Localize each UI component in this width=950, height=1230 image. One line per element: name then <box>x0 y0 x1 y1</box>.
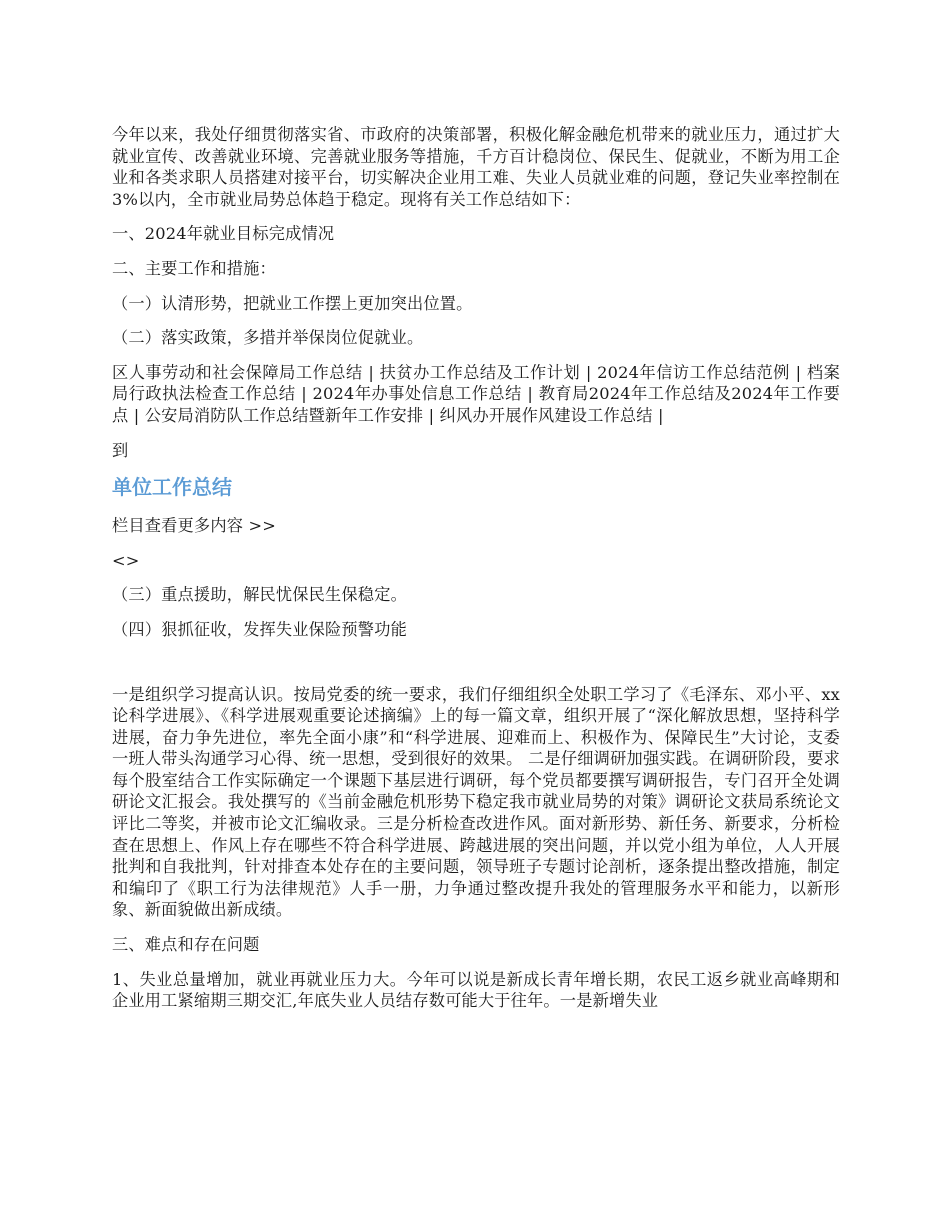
section-3-heading: 三、难点和存在问题 <box>112 935 260 955</box>
section-2-item-1: （一）认清形势，把就业工作摆上更加突出位置。 <box>112 293 473 313</box>
section-2-heading: 二、主要工作和措施： <box>112 258 276 278</box>
section-2-item-2: （二）落实政策，多措并举保岗位促就业。 <box>112 328 424 348</box>
more-content-link[interactable]: 栏目查看更多内容 >> <box>112 516 276 536</box>
section-title: 单位工作总结 <box>112 475 232 500</box>
section-2-item-4: （四）狠抓征收，发挥失业保险预警功能 <box>112 619 407 639</box>
related-links[interactable]: 区人事劳动和社会保障局工作总结 | 扶贫办工作总结及工作计划 | 2024年信访工作总结范例 | 档案局行政执法检查工作总结 | 2024年办事处信息工作总结 | 教育局2024年工作总结及2024年工作要点 | 公安局消防队工作总结暨新年工作安排 | 纠风办开展作风建设工作总结 | <box>112 362 840 425</box>
section-2-item-3: （三）重点援助，解民忧保民生保稳定。 <box>112 585 407 605</box>
intro-paragraph: 今年以来，我处仔细贯彻落实省、市政府的决策部署，积极化解金融危机带来的就业压力，通过扩大就业宣传、改善就业环境、完善就业服务等措施，千方百计稳岗位、保民生、促就业，不断为用工企业和各类求职人员搭建对接平台，切实解决企业用工难、失业人员就业难的问题，登记失业率控制在3%以内，全市就业局势总体趋于稳定。现将有关工作总结如下： <box>112 125 840 209</box>
angle-brackets-text: <> <box>112 550 140 570</box>
body-paragraph: 一是组织学习提高认识。按局党委的统一要求，我们仔细组织全处职工学习了《毛泽东、邓小平、xx论科学进展》、《科学进展观重要论述摘编》上的每一篇文章，组织开展了“深化解放思想，坚持科学进展，奋力争先进位，率先全面小康”和“科学进展、迎难而上、积极作为、保障民生”大讨论，支委一班人带头沟通学习心得、统一思想，受到很好的效果。 二是仔细调研加强实践。在调研阶段，要求每个股室结合工作实际确定一个课题下基层进行调研，每个党员都要撰写调研报告，专门召开全处调研论文汇报会。我处撰写的《当前金融危机形势下稳定我市就业局势的对策》调研论文获局系统论文评比二等奖，并被市论文汇编收录。三是分析检查改进作风。面对新形势、新任务、新要求，分析检查在思想上、作风上存在哪些不符合科学进展、跨越进展的突出问题，并以党小组为单位，人人开展批判和自我批判，针对排查本处存在的主要问题，领导班子专题讨论剖析，逐条提出整改措施，制定和编印了《职工行为法律规范》人手一册，力争通过整改提升我处的管理服务水平和能力，以新形象、新面貌做出新成绩。 <box>112 684 840 920</box>
to-text: 到 <box>112 440 129 460</box>
section-1-heading: 一、2024年就业目标完成情况 <box>112 224 335 244</box>
document-body <box>112 124 840 1012</box>
section-3-item-1: 1、失业总量增加，就业再就业压力大。今年可以说是新成长青年增长期，农民工返乡就业高峰期和企业用工紧缩期三期交汇,年底失业人员结存数可能大于往年。一是新增失业 <box>112 969 840 1011</box>
